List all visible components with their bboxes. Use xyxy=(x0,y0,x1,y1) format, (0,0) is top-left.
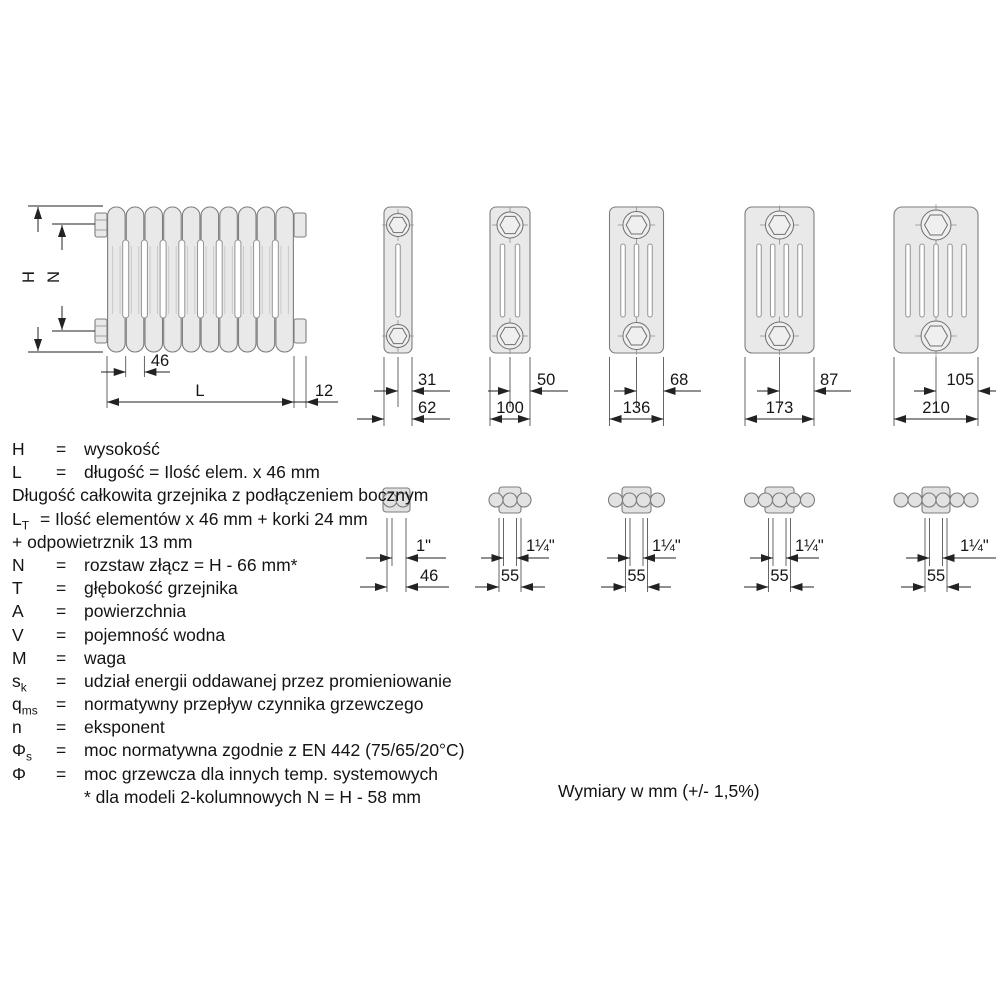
pipe-size-dimension: 1¼" xyxy=(652,537,681,555)
pipe-size-dimension: 1¼" xyxy=(526,537,555,555)
half-depth-dimension: 68 xyxy=(670,371,689,389)
pipe-size-dimension: 1¼" xyxy=(795,537,824,555)
legend-row: A = powierzchnia xyxy=(12,601,187,622)
legend-row: $\Phi_s$ = moc normatywna zgodnie z EN 442 (75/65/20°C) xyxy=(12,740,465,764)
full-depth-dimension: 62 xyxy=(418,399,437,417)
full-depth-dimension: 173 xyxy=(765,399,794,417)
side-view-4-column xyxy=(610,206,702,426)
element-width-dimension: 55 xyxy=(627,567,646,585)
legend-footnote: * dla modeli 2-kolumnowych N = H - 58 mm xyxy=(84,786,421,807)
legend-row: T = głębokość grzejnika xyxy=(12,578,238,599)
left-top-connection-stub xyxy=(95,213,107,237)
half-depth-dimension: 31 xyxy=(418,371,437,389)
element-width-dimension: 46 xyxy=(420,567,439,585)
half-depth-dimension: 87 xyxy=(820,371,839,389)
legend-row: N = rozstaw złącz = H - 66 mm* xyxy=(12,554,298,575)
cross-section-6-column xyxy=(894,487,996,592)
legend-row: V = pojemność wodna xyxy=(12,624,226,645)
legend-note-line: $L_T$ = Ilość elementów x 46 mm + korki 24 mm xyxy=(12,508,368,533)
legend-row: n = eksponent xyxy=(12,717,165,738)
legend-note-line: Długość całkowita grzejnika z podłączeniem bocznym xyxy=(12,485,429,506)
left-bottom-connection-stub xyxy=(95,319,107,343)
half-depth-dimension: 105 xyxy=(946,371,974,389)
right-top-connection-stub xyxy=(294,213,306,237)
pipe-size-dimension: 1¼" xyxy=(960,537,989,555)
pipe-size-dimension: 1" xyxy=(416,537,432,555)
symbol-legend xyxy=(6,438,506,809)
legend-row: $s_k$ = udział energii oddawanej przez promieniowanie xyxy=(12,670,452,695)
joint-spacing-dimension-label: N xyxy=(45,271,63,283)
dimensions-tolerance-note: Wymiary w mm (+/- 1,5%) xyxy=(558,781,760,801)
element-width-dimension: 55 xyxy=(500,567,520,585)
right-bottom-connection-stub xyxy=(294,319,306,343)
legend-row: M = waga xyxy=(12,647,126,668)
legend-row: L = długość = Ilość elem. x 46 mm xyxy=(12,462,320,483)
legend-row: Φ = moc grzewcza dla innych temp. systemowych xyxy=(12,763,439,784)
full-depth-dimension: 100 xyxy=(496,399,524,417)
side-view-2-column xyxy=(357,207,450,426)
half-depth-dimension: 50 xyxy=(537,371,556,389)
length-dimension-label: L xyxy=(195,382,205,400)
cross-section-4-column xyxy=(601,487,681,592)
full-depth-dimension: 210 xyxy=(922,399,950,417)
legend-row: $q_{ms}$ = normatywny przepływ czynnika grzewczego xyxy=(12,694,424,718)
legend-row: H = wysokość xyxy=(12,439,160,459)
cross-section-5-column xyxy=(744,487,824,592)
full-depth-dimension: 136 xyxy=(622,399,651,417)
element-pitch-dimension: 46 xyxy=(150,352,170,370)
front-view-drawing xyxy=(20,206,338,408)
element-width-dimension: 55 xyxy=(770,567,789,585)
height-dimension-label: H xyxy=(20,271,38,283)
side-view-3-column xyxy=(488,207,568,426)
end-offset-dimension: 12 xyxy=(314,382,334,400)
side-view-6-column xyxy=(894,204,996,426)
legend-note-line: + odpowietrznik 13 mm xyxy=(12,531,193,552)
side-view-5-column xyxy=(745,206,851,426)
element-width-dimension: 55 xyxy=(926,567,946,585)
